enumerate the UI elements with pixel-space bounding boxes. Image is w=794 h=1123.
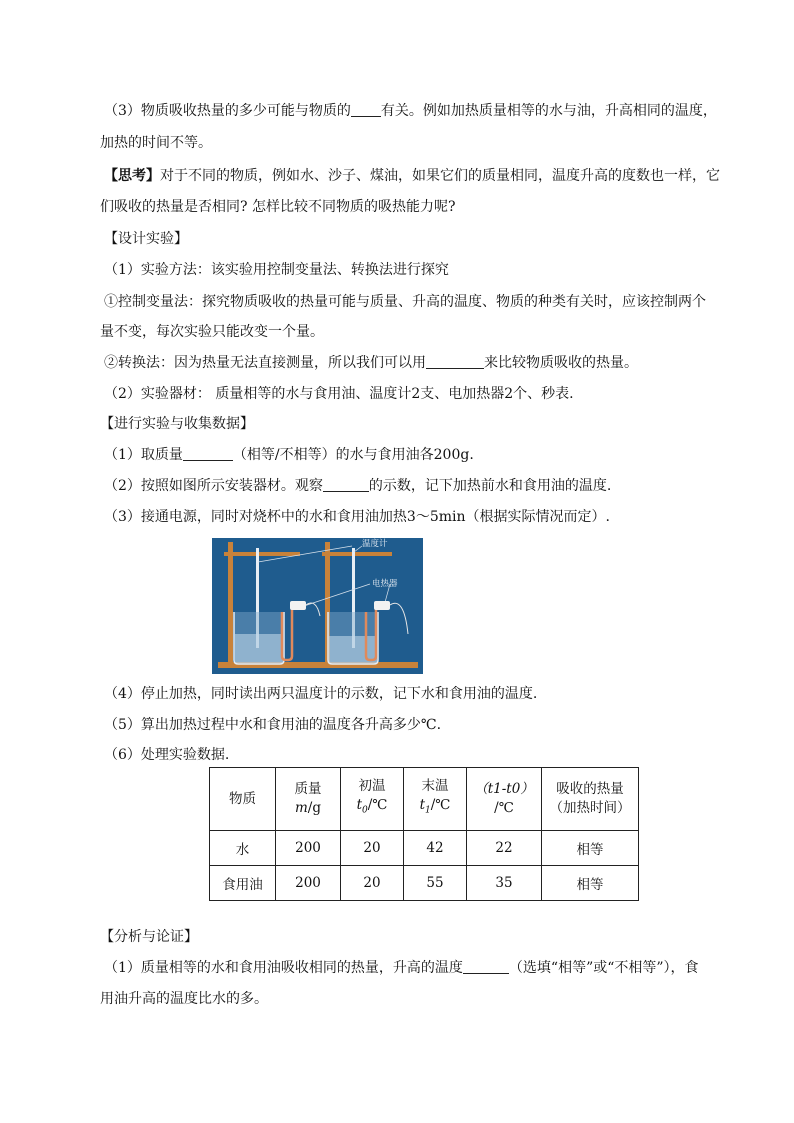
table-cell: 42 <box>404 831 467 866</box>
think-line1 <box>104 166 720 186</box>
header-text: （t1-t0） <box>474 781 534 797</box>
header-text: 物质 <box>229 790 256 807</box>
collect-heading: 【进行实验与收集数据】 <box>100 416 254 432</box>
paragraph-3-line2: 加热的时间不等。 <box>100 135 212 151</box>
text: 的示数，记下加热前水和食用油的温度. <box>368 478 612 494</box>
table-cell: 相等 <box>542 831 639 866</box>
design-heading: 【设计实验】 <box>104 231 188 247</box>
text: （2）按照如图所示安装器材。观察 <box>104 478 323 494</box>
fill-blank <box>426 354 484 369</box>
text: （相等/不相等）的水与食用油各200g. <box>232 447 474 463</box>
fill-blank <box>351 102 381 117</box>
stand-rod-left <box>228 542 233 664</box>
equipment-line: （2）实验器材： 质量相等的水与食用油、温度计2支、电加热器2个、秒表. <box>104 386 574 402</box>
analysis-line1 <box>104 958 716 978</box>
clamp-right <box>322 552 392 556</box>
header-text: /℃ <box>367 797 388 814</box>
convert-line <box>104 353 716 373</box>
table-cell: 相等 <box>542 866 639 901</box>
header-text: 初温 <box>358 778 386 795</box>
label-thermometer: 温度计 <box>362 539 388 549</box>
header-text: /℃ <box>494 800 514 816</box>
table-cell: 20 <box>341 866 404 901</box>
table-cell: 200 <box>276 866 341 901</box>
header-cell <box>276 768 341 831</box>
header-text: 1 <box>425 805 431 816</box>
header-text: t <box>419 797 426 814</box>
experiment-figure <box>212 538 423 674</box>
table-header-row <box>210 768 639 831</box>
header-text: 0 <box>362 805 368 816</box>
header-cell <box>542 768 639 831</box>
text: 来比较物质吸收的热量。 <box>484 355 638 371</box>
header-cell <box>404 768 467 831</box>
header-text: 质量 <box>294 781 322 797</box>
step2-line <box>104 476 716 496</box>
table-cell: 水 <box>210 831 276 866</box>
text: ②转换法：因为热量无法直接测量，所以我们可以用 <box>104 355 426 371</box>
header-cell <box>341 768 404 831</box>
analysis-heading: 【分析与论证】 <box>100 929 198 945</box>
header-cell <box>210 768 276 831</box>
data-table <box>209 767 639 901</box>
heater-head-left <box>290 601 306 610</box>
step4-line: （4）停止加热，同时读出两只温度计的示数，记下水和食用油的温度. <box>104 686 538 702</box>
table-cell: 22 <box>467 831 542 866</box>
step6-line: （6）处理实验数据. <box>104 747 230 763</box>
fill-blank <box>183 446 233 461</box>
step3-line: （3）接通电源，同时对烧杯中的水和食用油加热3～5min（根据实际情况而定）. <box>104 509 610 525</box>
table-cell: 200 <box>276 831 341 866</box>
text: （选填“相等”或“不相等”），食 <box>508 960 699 976</box>
text: 有关。例如加热质量相等的水与油，升高相同的温度， <box>380 103 717 119</box>
fill-blank <box>323 477 369 492</box>
header-text: /g <box>307 800 321 816</box>
table-cell: 55 <box>404 866 467 901</box>
water-level <box>235 634 283 663</box>
label-heater: 电热器 <box>372 579 398 589</box>
header-text: 吸收的热量 <box>556 781 624 797</box>
think-label: 【思考】 <box>104 168 160 184</box>
table-cell: 35 <box>467 866 542 901</box>
heater-head-right <box>374 601 390 610</box>
method-line: （1）实验方法：该实验用控制变量法、转换法进行探究 <box>104 262 449 278</box>
header-text: 末温 <box>421 778 449 795</box>
text: （1）取质量 <box>104 447 183 463</box>
clamp-left <box>224 552 300 556</box>
control-line1: ①控制变量法：探究物质吸收的热量可能与质量、升高的温度、物质的种类有关时，应该控制两个 <box>104 294 706 310</box>
text: （3）物质吸收热量的多少可能与物质的 <box>104 103 351 119</box>
text: 对于不同的物质，例如水、沙子、煤油，如果它们的质量相同，温度升高的度数也一样，它 <box>160 168 720 184</box>
step1-line <box>104 445 716 465</box>
table-row <box>210 866 639 901</box>
fill-blank <box>463 959 509 974</box>
table-row <box>210 831 639 866</box>
control-line2: 量不变，每次实验只能改变一个量。 <box>100 324 324 340</box>
header-cell <box>467 768 542 831</box>
analysis-line2: 用油升高的温度比水的多。 <box>100 991 268 1007</box>
header-text: /℃ <box>430 797 451 814</box>
text: （1）质量相等的水和食用油吸收相同的热量，升高的温度 <box>104 960 463 976</box>
table-cell: 食用油 <box>210 866 276 901</box>
paragraph-3-line1 <box>104 101 716 121</box>
header-text: （加热时间） <box>549 800 631 816</box>
header-text: m <box>294 800 308 816</box>
header-text: t <box>356 797 363 814</box>
step5-line: （5）算出加热过程中水和食用油的温度各升高多少℃. <box>104 717 442 733</box>
table-cell: 20 <box>341 831 404 866</box>
think-line2: 们吸收的热量是否相同? 怎样比较不同物质的吸热能力呢? <box>100 199 456 215</box>
